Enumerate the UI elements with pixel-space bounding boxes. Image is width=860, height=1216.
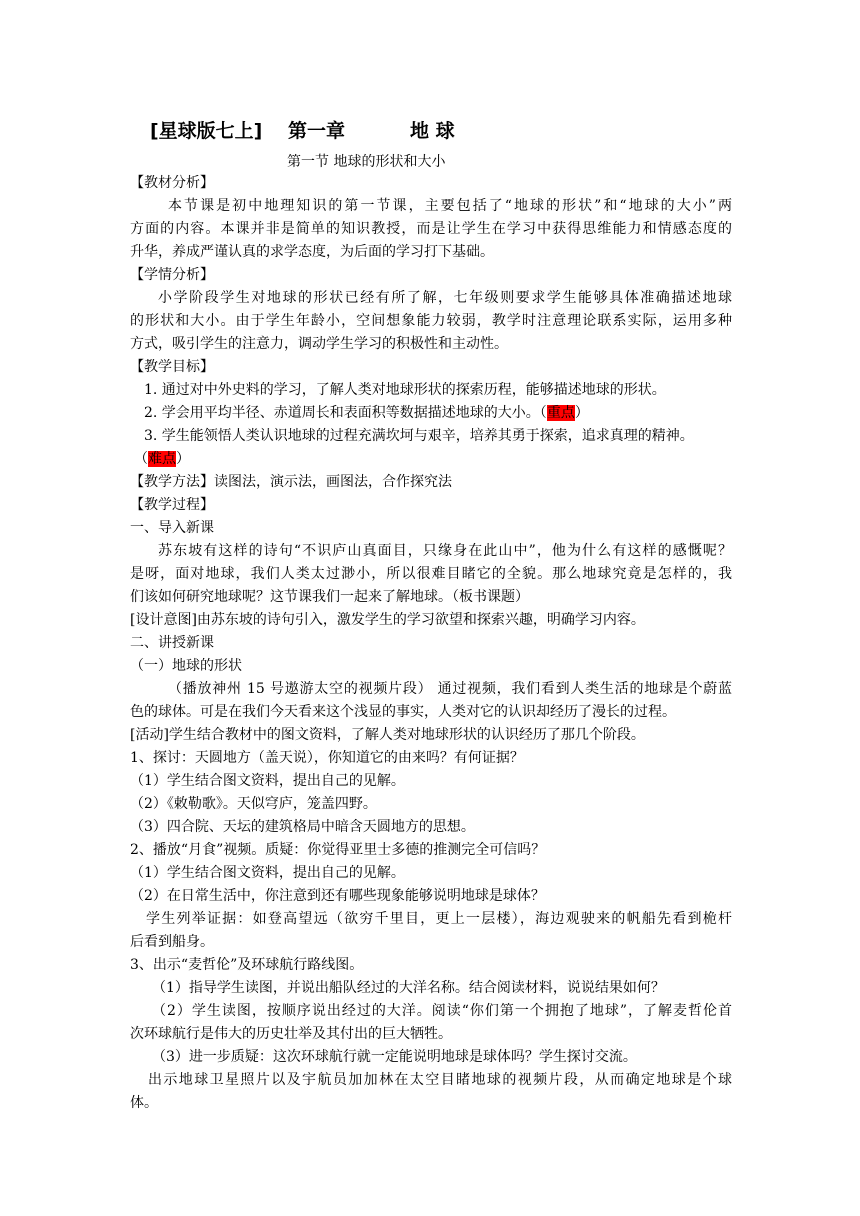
paragraph-line: 后看到船身。 [130,934,214,950]
difficult-point-badge: 难点 [148,451,176,467]
heading-teaching-process: 【教学过程】 [130,497,214,513]
paragraph-line: 们该如何研究地球呢？这节课我们一起来了解地球。（板书课题） [130,589,529,605]
goal-text: 2. 学会用平均半径、赤道周长和表面积等数据描述地球的大小。（ [144,405,547,421]
paragraph-line: 学生列举证据：如登高望远（欲穷千里目，更上一层楼），海边观驶来的帆船先看到桅杆 [146,911,732,927]
paragraph-line: 苏东坡有这样的诗句“不识庐山真面目，只缘身在此山中”，他为什么有这样的感慨呢？ [158,543,732,559]
paragraph-line: 次环球航行是伟大的历史壮举及其付出的巨大牺牲。 [130,1026,452,1042]
goal-text: （ [134,451,148,467]
paragraph-line: 是呀，面对地球，我们人类太过渺小，所以很难目睹它的全貌。那么地球究竟是怎样的，我 [130,566,732,582]
goal-item [130,402,732,425]
document-title [150,116,455,143]
paragraph-line: 小学阶段学生对地球的形状已经有所了解，七年级则要求学生能够具体准确描述地球 [158,290,732,306]
paragraph-line: 色的球体。可是在我们今天看来这个浅显的事实，人类对它的认识却经历了漫长的过程。 [130,704,676,720]
paragraph-line: 的形状和大小。由于学生年龄小，空间想象能力较弱，教学时注意理论联系实际，运用多种 [130,313,732,329]
paragraph-line: 体。 [130,1095,158,1111]
list-item: 2、播放“月食”视频。质疑：你觉得亚里士多德的推测完全可信吗？ [130,842,546,858]
goal-item-continued [130,448,732,471]
heading-textbook-analysis: 【教材分析】 [130,175,214,191]
heading-teaching-methods: 【教学方法】读图法，演示法，画图法，合作探究法 [130,474,452,490]
key-point-badge: 重点 [546,405,575,421]
goal-item: 3. 学生能领悟人类认识地球的过程充满坎坷与艰辛，培养其勇于探索，追求真理的精神。 [144,428,694,444]
list-item: 3、出示“麦哲伦”及环球航行路线图。 [130,957,364,973]
paragraph-line: 升华，养成严谨认真的求学态度，为后面的学习打下基础。 [130,244,494,260]
paragraph-line: （播放神州 15 号遨游太空的视频片段） 通过视频，我们看到人类生活的地球是个蔚蓝 [168,681,732,697]
list-item: （3）进一步质疑：这次环球航行就一定能说明地球是球体吗？学生探讨交流。 [152,1049,637,1065]
list-item: （2）《敕勒歌》。天似穹庐，笼盖四野。 [130,796,377,812]
list-item: （1）学生结合图文资料，提出自己的见解。 [130,773,405,789]
activity-line: [活动]学生结合教材中的图文资料，了解人类对地球形状的认识经历了那几个阶段。 [130,727,645,743]
section-subtitle: 第一节 地球的形状和大小 [287,154,446,170]
goal-item: 1. 通过对中外史料的学习，了解人类对地球形状的探索历程，能够描述地球的形状。 [144,382,666,398]
paragraph-line: 本节课是初中地理知识的第一节课，主要包括了“地球的形状”和“地球的大小”两 [168,198,732,214]
list-item: （3）四合院、天坛的建筑格局中暗含天圆地方的思想。 [130,819,475,835]
paragraph-line: 出示地球卫星照片以及宇航员加加林在太空目睹地球的视频片段，从而确定地球是个球 [148,1072,732,1088]
title-edition: [星球版七上] [150,120,263,142]
list-item: （2）学生读图，按顺序说出经过的大洋。阅读“你们第一个拥抱了地球”，了解麦哲伦首 [152,1003,732,1019]
section-heading: 一、导入新课 [130,520,214,536]
title-topic: 地 球 [410,120,455,142]
heading-student-analysis: 【学情分析】 [130,267,214,283]
design-intent: [设计意图]由苏东坡的诗句引入，激发学生的学习欲望和探索兴趣，明确学习内容。 [130,612,645,628]
list-item: （2）在日常生活中，你注意到还有哪些现象能够说明地球是球体？ [130,888,545,904]
paragraph-line: 方式，吸引学生的注意力，调动学生学习的积极性和主动性。 [130,336,508,352]
goal-text-end: ） [176,451,190,467]
heading-teaching-goals: 【教学目标】 [130,359,214,375]
list-item: （1）学生结合图文资料，提出自己的见解。 [130,865,405,881]
document-body [130,172,732,1115]
goal-text-end: ） [574,405,589,421]
paragraph-line: 方面的内容。本课并非是简单的知识教授，而是让学生在学习中获得思维能力和情感态度的 [130,221,732,237]
list-item: 1、探讨：天圆地方（盖天说），你知道它的由来吗？有何证据？ [130,750,524,766]
title-chapter: 第一章 [288,120,346,142]
list-item: （1）指导学生读图，并说出船队经过的大洋名称。结合阅读材料，说说结果如何？ [152,980,665,996]
subsection-heading: （一）地球的形状 [130,658,242,674]
section-heading: 二、讲授新课 [130,635,214,651]
